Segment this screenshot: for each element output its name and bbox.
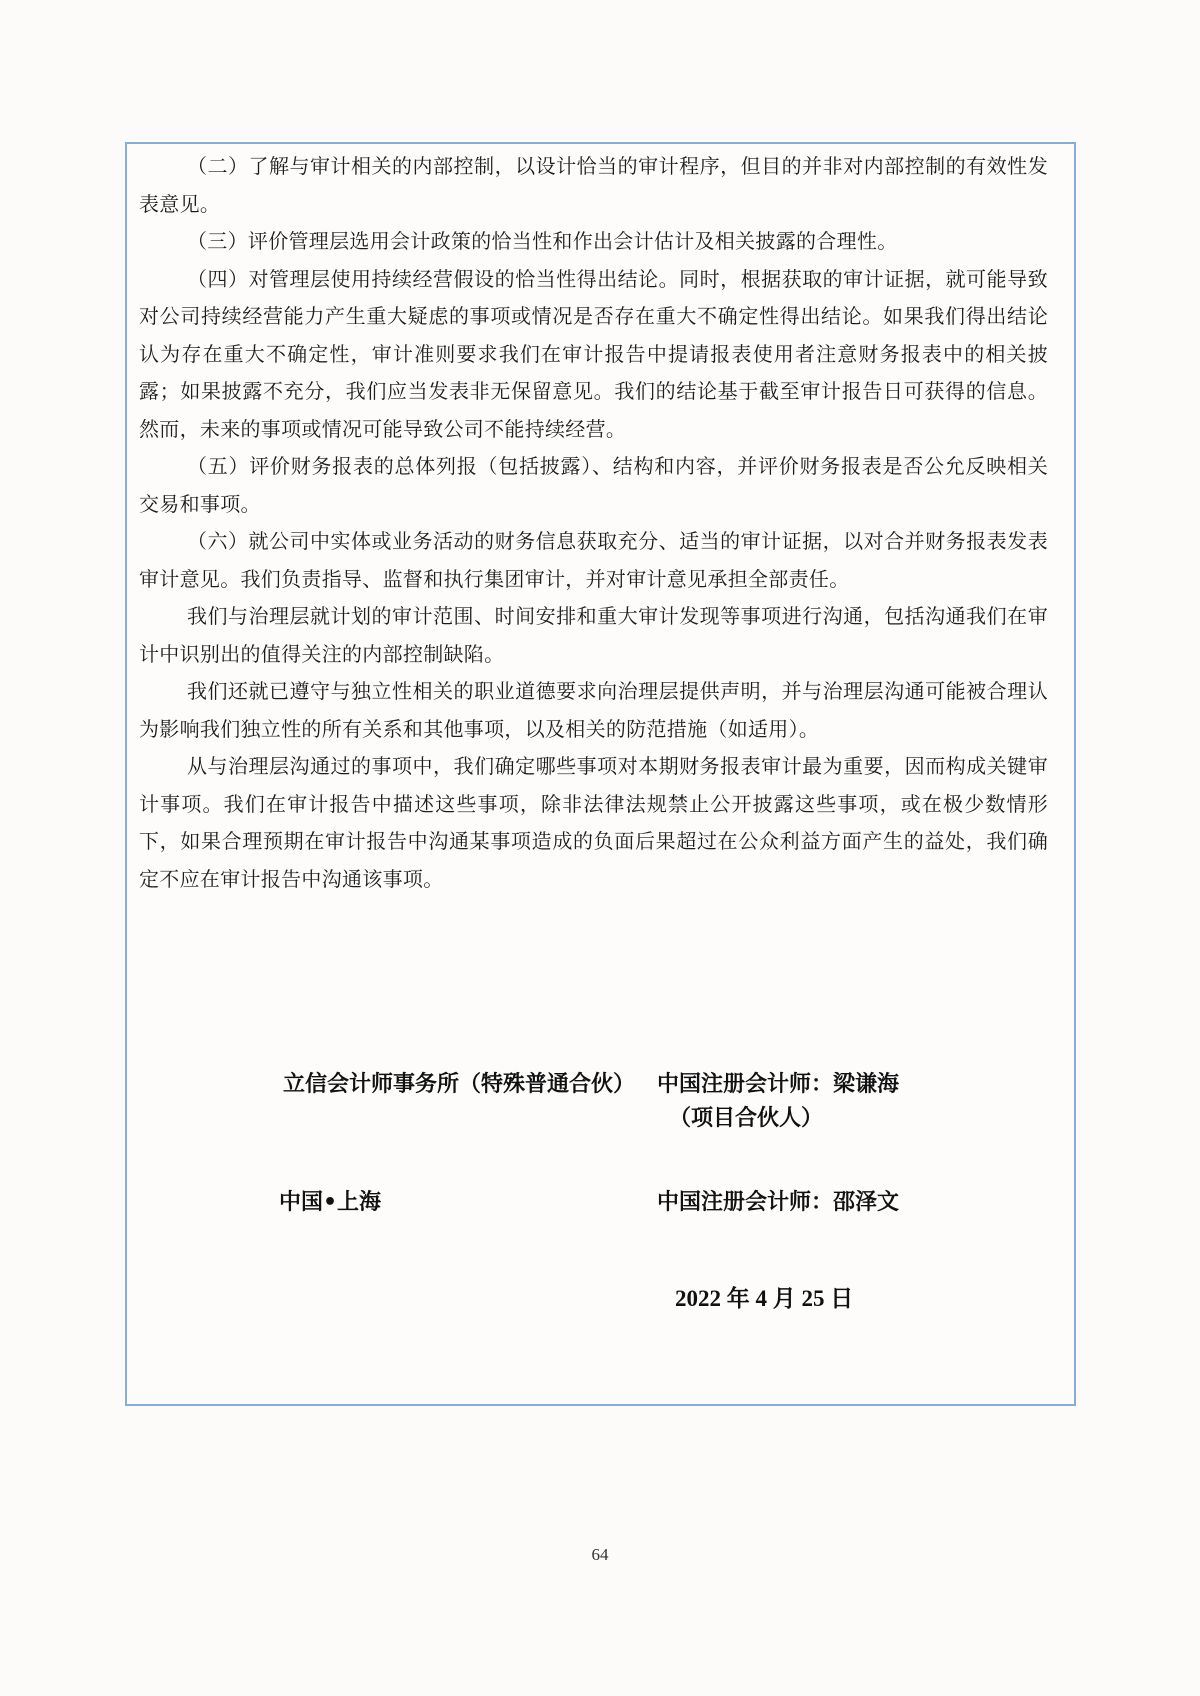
- paragraph-going-concern: （四）对管理层使用持续经营假设的恰当性得出结论。同时，根据获取的审计证据，就可能导致对公司持续经营能力产生重大疑虑的事项或情况是否存在重大不确定性得出结论。如果我们得出结论认为存在重大不确定性，审计准则要求我们在审计报告中提请报表使用者注意财务报表中的相关披露；如果披露不充分，我们应当发表非无保留意见。我们的结论基于截至审计报告日可获得的信息。然而，未来的事项或情况可能导致公司不能持续经营。: [139, 268, 1048, 441]
- report-paragraphs: [127, 144, 1074, 899]
- paragraph-accounting-policies: （三）评价管理层选用会计政策的恰当性和作出会计估计及相关披露的合理性。: [187, 231, 898, 253]
- report-date: 2022 年 4 月 25 日: [675, 1286, 854, 1311]
- paragraph-overall-presentation: （五）评价财务报表的总体列报（包括披露）、结构和内容，并评价财务报表是否公允反映相关交易和事项。: [139, 456, 1048, 516]
- cpa-1-role: （项目合伙人）: [669, 1106, 824, 1131]
- paragraph-internal-control: （二）了解与审计相关的内部控制，以设计恰当的审计程序，但目的并非对内部控制的有效性发表意见。: [139, 156, 1048, 216]
- paragraph-key-audit-matters: 从与治理层沟通过的事项中，我们确定哪些事项对本期财务报表审计最为重要，因而构成关键审计事项。我们在审计报告中描述这些事项，除非法律法规禁止公开披露这些事项，或在极少数情形下，如果合理预期在审计报告中沟通某事项造成的负面后果超过在公众利益方面产生的益处，我们确定不应在审计报告中沟通该事项。: [139, 756, 1048, 891]
- audit-firm-name: 立信会计师事务所（特殊普通合伙）: [283, 1072, 636, 1097]
- paragraph-independence-statement: 我们还就已遵守与独立性相关的职业道德要求向治理层提供声明，并与治理层沟通可能被合理认为影响我们独立性的所有关系和其他事项，以及相关的防范措施（如适用）。: [139, 681, 1048, 741]
- page-number: 64: [591, 1545, 609, 1564]
- paragraph-communication-scope: 我们与治理层就计划的审计范围、时间安排和重大审计发现等事项进行沟通，包括沟通我们在审计中识别出的值得关注的内部控制缺陷。: [139, 606, 1048, 666]
- report-text-box: [125, 142, 1076, 1406]
- paragraph-group-audit: （六）就公司中实体或业务活动的财务信息获取充分、适当的审计证据，以对合并财务报表发表审计意见。我们负责指导、监督和执行集团审计，并对审计意见承担全部责任。: [139, 531, 1048, 591]
- cpa-signature-2: 中国注册会计师：邵泽文: [657, 1190, 900, 1215]
- cpa-signature-1: 中国注册会计师：梁谦海: [657, 1072, 900, 1097]
- firm-location: 中国•上海: [279, 1190, 382, 1215]
